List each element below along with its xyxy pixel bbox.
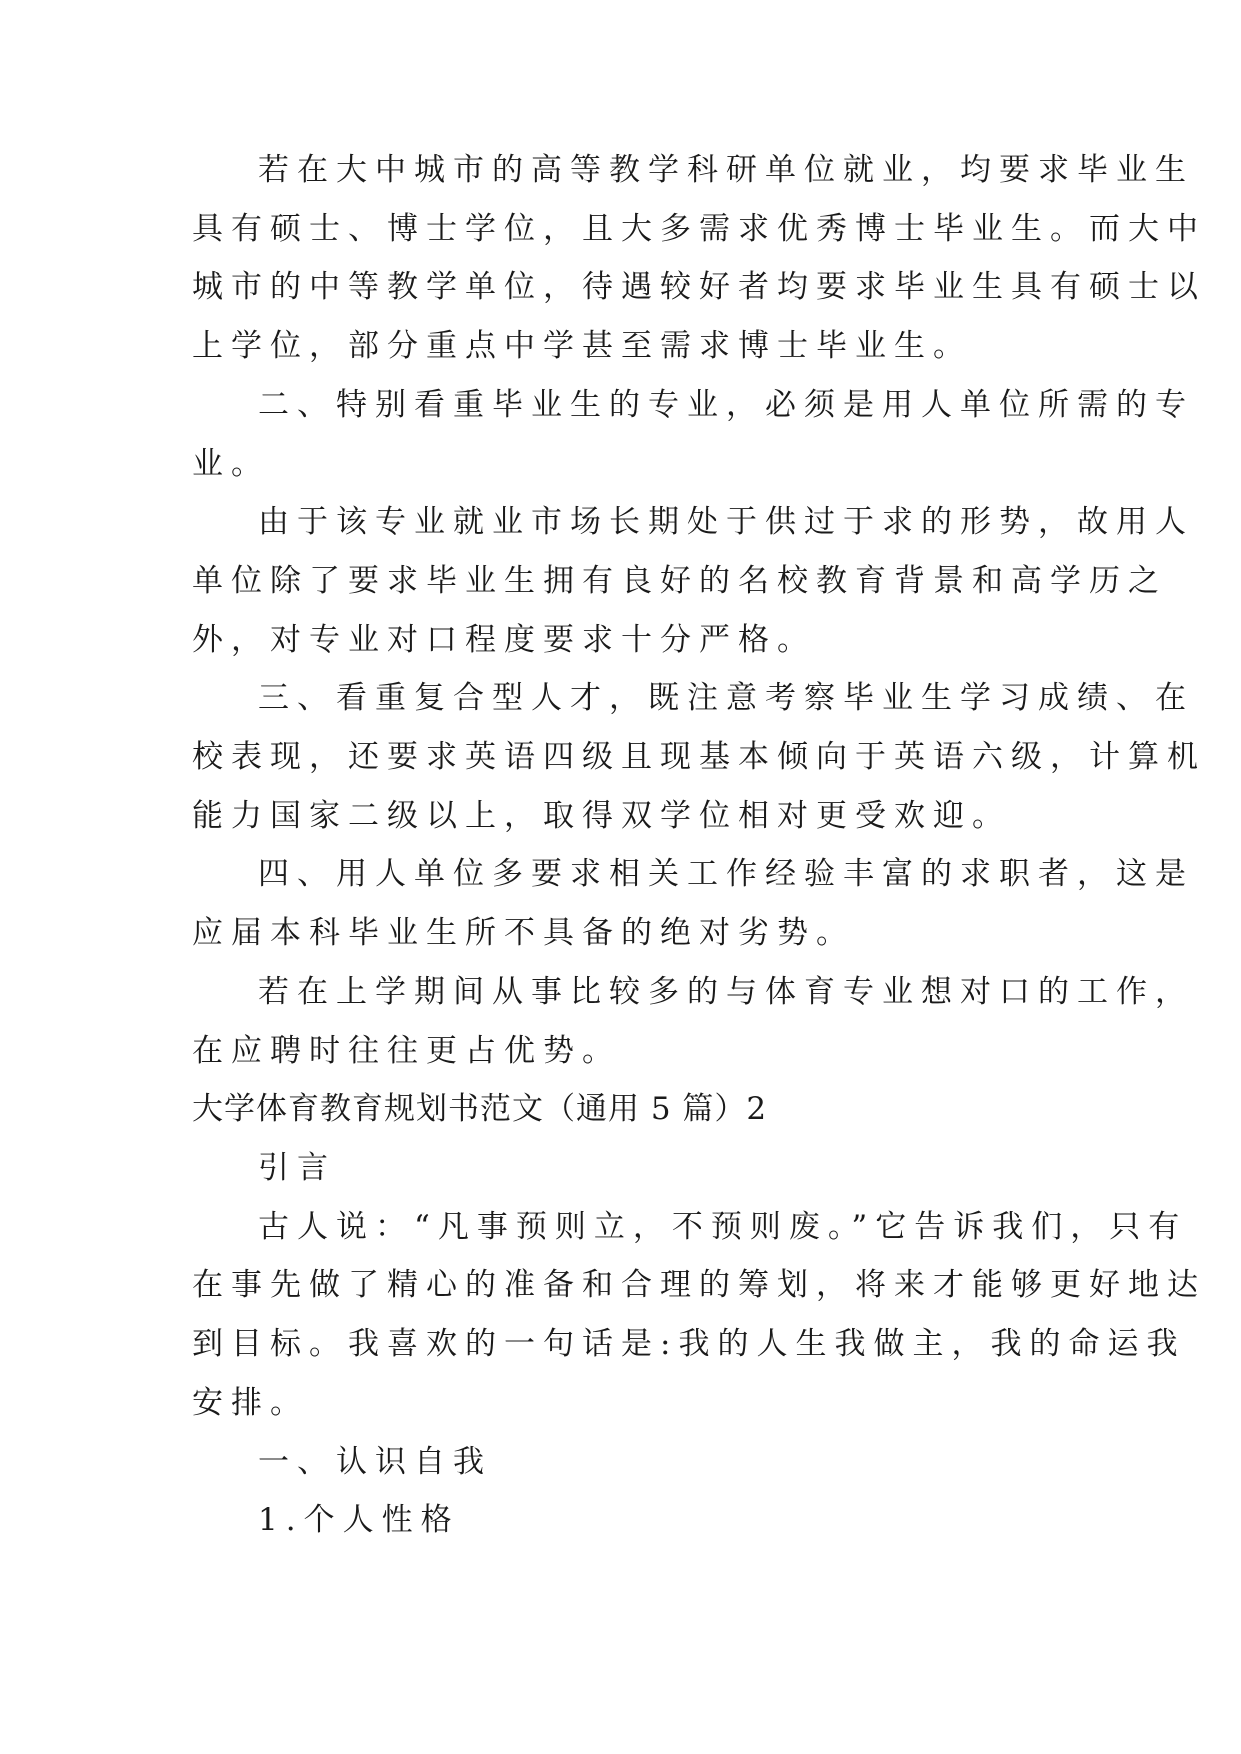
paragraph-line: 单位除了要求毕业生拥有良好的名校教育背景和高学历之 xyxy=(192,563,1167,599)
paragraph-line: 应届本科毕业生所不具备的绝对劣势。 xyxy=(192,915,855,951)
paragraph-line: 古人说：“凡事预则立，不预则废。”它告诉我们，只有 xyxy=(258,1209,1188,1245)
paragraph-line: 城市的中等教学单位，待遇较好者均要求毕业生具有硕士以 xyxy=(192,269,1206,305)
paragraph-line: 安排。 xyxy=(192,1385,309,1421)
paragraph-line: 能力国家二级以上，取得双学位相对更受欢迎。 xyxy=(192,798,1011,834)
paragraph-line: 外，对专业对口程度要求十分严格。 xyxy=(192,622,816,658)
section-heading-line: 二、特别看重毕业生的专业，必须是用人单位所需的专 xyxy=(258,387,1194,423)
document-title: 大学体育教育规划书范文（通用 5 篇）2 xyxy=(192,1091,768,1127)
paragraph-line: 由于该专业就业市场长期处于供过于求的形势，故用人 xyxy=(258,504,1194,540)
paragraph-line: 上学位，部分重点中学甚至需求博士毕业生。 xyxy=(192,328,972,364)
section-heading-line: 三、看重复合型人才，既注意考察毕业生学习成绩、在 xyxy=(258,680,1194,716)
paragraph-line: 在事先做了精心的准备和合理的筹划，将来才能够更好地达 xyxy=(192,1267,1206,1303)
section-heading-line: 一、认识自我 xyxy=(258,1444,492,1480)
section-heading-line: 四、用人单位多要求相关工作经验丰富的求职者，这是 xyxy=(258,856,1194,892)
paragraph-line: 业。 xyxy=(192,446,270,482)
paragraph-line: 若在上学期间从事比较多的与体育专业想对口的工作， xyxy=(258,974,1194,1010)
paragraph-line: 具有硕士、博士学位，且大多需求优秀博士毕业生。而大中 xyxy=(192,211,1206,247)
paragraph-line: 若在大中城市的高等教学科研单位就业，均要求毕业生 xyxy=(258,152,1194,188)
paragraph-line: 到目标。我喜欢的一句话是:我的人生我做主，我的命运我 xyxy=(192,1326,1186,1362)
paragraph-line: 在应聘时往往更占优势。 xyxy=(192,1033,621,1069)
section-heading-line: 引言 xyxy=(258,1150,336,1186)
subsection-heading-line: 1.个人性格 xyxy=(258,1502,460,1538)
paragraph-line: 校表现，还要求英语四级且现基本倾向于英语六级，计算机 xyxy=(192,739,1206,775)
